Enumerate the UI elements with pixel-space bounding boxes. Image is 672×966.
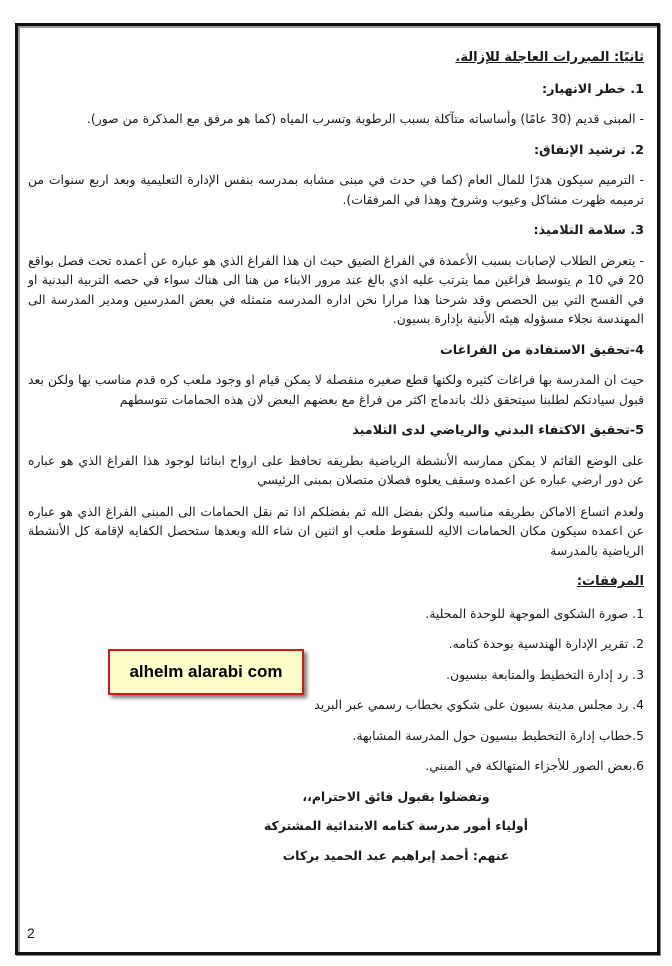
closing-signatory-name: عنهم: أحمد إبراهيم عبد الحميد بركات: [282, 847, 510, 863]
paragraph: حيث ان المدرسة بها فراغات كثيره ولكنها قطع صغيره منفصله لا يمكن قيام او وجود ملعب كره قدم مناسب بها ولكن بعد قبول سيادتكم لطلبنا سيتحقق ذلك باندماج اكثر من فراغ مع بعضهم البعض لان هذه الحمامات تتوسطهم: [28, 372, 644, 407]
page-number: 2: [27, 925, 35, 941]
closing-salutation: وتفضلوا بقبول فائق الاحترام،،: [302, 788, 490, 804]
section-title: ثانيًا: المبررات العاجلة للإزالة.: [455, 50, 644, 65]
heading-collapse-risk: 1. خطر الانهيار:: [541, 81, 644, 97]
heading-physical-sufficiency: 5-تحقيق الاكتفاء البدني والرياضي لدى التلاميذ: [352, 423, 644, 438]
closing-signatory-group: أولياء أمور مدرسة كتامه الابتدائية المشتركة: [264, 818, 528, 833]
paragraph: ولعدم اتساع الاماكن بطريقه مناسبه ولكن بفضل الله ثم بفضلكم اذا تم نقل الحمامات الى المبنى الفراغ الذي هو عباره عن اعمده سيكون مكان الحمامات الاليه للسقوط ملعب او اثنين ان شاء الله وبعدها ستحصل الكفايه لإقامة كل الأنشطة الرياضية بالمدرسة: [28, 503, 644, 558]
paragraph: - الترميم سيكون هدرًا للمال العام (كما في حدث في مبنى مشابه بمدرسه بنفس الإدارة التعليمية وبعد اربع سنوات من ترميمه ظهرت مشاكل وعيوب وشروخ وهذا في المرفقات).: [28, 172, 644, 207]
heading-student-safety: 3. سلامة التلاميذ:: [533, 223, 644, 238]
watermark-text: alhelm alarabi com: [129, 662, 283, 681]
paragraph: - يتعرض الطلاب لإصابات بسبب الأعمدة في الفراغ الضيق حيث ان هذا الفراغ الذي هو عباره عن أعمده تحت فصل بواقع 20 في 10 م يتوسط فراغين مما يترتب عليه اذي بالغ عند مرور الابناء من هنا الى هناك سواء في حصه التربية البدنية او في الفسح التي بين الحصص وقد شرحنا هذا مرارا نحن اداره المدرسه متمثله في بعض المدرسين ومدير المدرسة الى المهندسة نجلاء مسؤوله هيئه الأبنية بإدارة بسيون.: [28, 252, 644, 326]
attachments-title: المرفقات:: [576, 574, 644, 589]
attachment-item: 6.بعض الصور للأجزاء المتهالكة في المبني.: [425, 758, 644, 773]
paragraph: على الوضع القائم لا يمكن ممارسه الأنشطة الرياضية بطريقه تحافظ على ارواح ابنائنا لوجود هذا الفراغ الذي هو عباره عن دور ارضي عباره عن اعمده وسقف يعلوه فصلان متصلان بمبنى الرئيسي: [28, 452, 644, 487]
attachment-item: 5.خطاب إدارة التخطيط ببسيون حول المدرسة المشابهة.: [352, 727, 644, 743]
attachment-item: 4. رد مجلس مدينة بسيون على شكوي بخطاب رسمي عبر البريد: [314, 697, 644, 712]
heading-space-usage: 4-تحقيق الاستفادة من الفراغات: [439, 342, 644, 358]
watermark-label: [108, 649, 304, 695]
attachment-item: 2. تقرير الإدارة الهندسية بوحدة كتامه.: [448, 636, 644, 651]
paragraph: - المبنى قديم (30 عامًا) وأساساته متآكلة بسبب الرطوبة وتسرب المياه (كما هو مرفق مع المذكرة من صور).: [86, 111, 644, 126]
document-body: [28, 48, 644, 875]
heading-spending: 2. ترشيد الإنفاق:: [534, 142, 644, 158]
attachment-item: 3. رد إدارة التخطيط والمتابعة ببسيون.: [446, 666, 644, 682]
attachment-item: 1. صورة الشكوى الموجهة للوحدة المحلية.: [425, 605, 644, 621]
